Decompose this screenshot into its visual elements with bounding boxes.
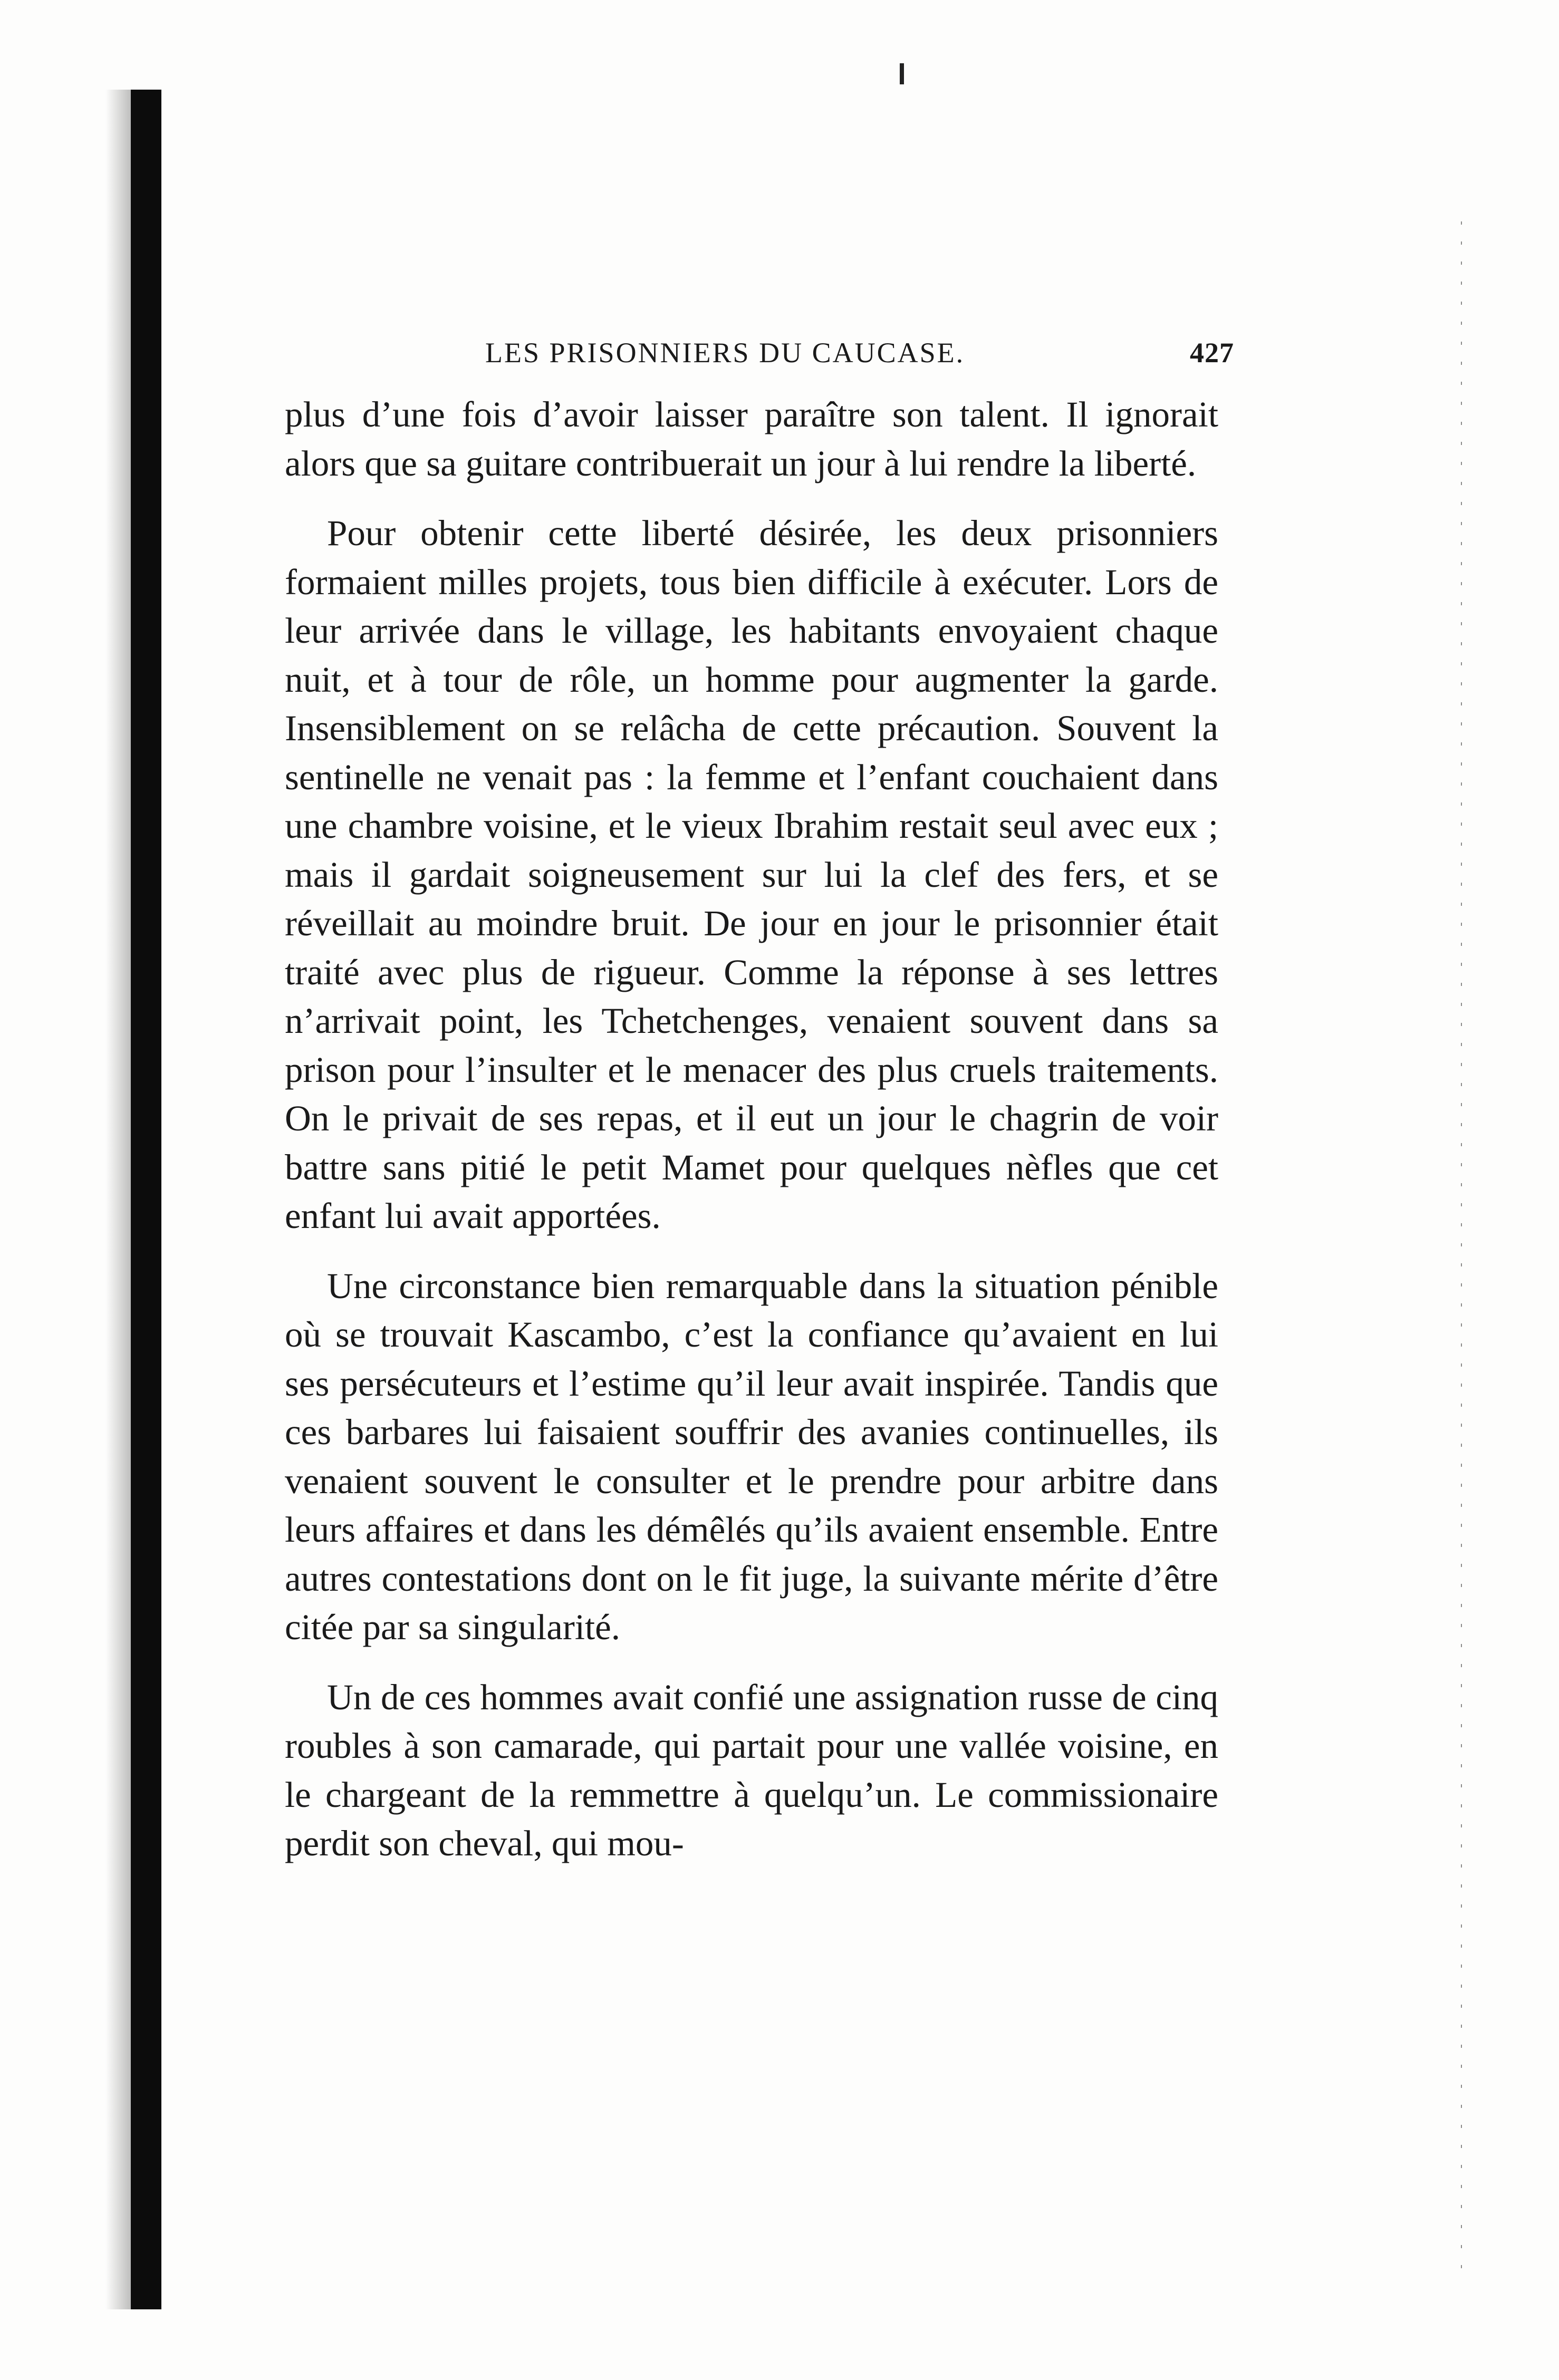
paragraph: Pour obtenir cette liberté désirée, les deux prisonniers formaient milles projets, tous bien difficile à exécuter. Lors de leur arrivée dans le village, les habitants envoyaient chaque nuit, et à tour de rôle, un homme pour augmenter la garde. Insensiblement on se relâcha de cette précaution. Souvent la sentinelle ne venait pas : la femme et l’enfant couchaient dans une chambre voisine, et le vieux Ibrahim restait seul avec eux ; mais il gardait soigneusement sur lui la clef des fers, et se réveillait au moindre bruit. De jour en jour le prisonnier était traité avec plus de rigueur. Comme la réponse à ses lettres n’arrivait point, les Tchetchenges, venaient souvent dans sa prison pour l’insulter et le menacer des plus cruels traitements. On le privait de ses repas, et il eut un jour le chagrin de voir battre sans pitié le petit Mamet pour quelques nèfles que cet enfant lui avait apportées. [285, 513, 1218, 1236]
running-title: LES PRISONNIERS DU CAUCASE. [485, 337, 965, 369]
body-text [285, 390, 1218, 1868]
binding-shadow [105, 90, 131, 2309]
page-edge [1461, 221, 1462, 2278]
page-header [285, 327, 1234, 374]
paragraph: Une circonstance bien remarquable dans la situation pénible où se trouvait Kascambo, c’est la confiance qu’avaient en lui ses persécuteurs et l’estime qu’il leur avait inspirée. Tandis que ces barbares lui faisaient souffrir des avanies continuelles, ils venaient souvent le consulter et le prendre pour arbitre dans leurs affaires et dans les démêlés qu’ils avaient ensemble. Entre autres contestations dont on le fit juge, la suivante mérite d’être citée par sa singularité. [285, 1265, 1218, 1647]
paragraph: plus d’une fois d’avoir laisser paraître son talent. Il ignorait alors que sa guitare contribuerait un jour à lui rendre la liberté. [285, 394, 1218, 483]
page-number: 427 [1190, 337, 1234, 369]
binding-spine [131, 90, 161, 2309]
scan-mark [900, 63, 904, 84]
paragraph: Un de ces hommes avait confié une assignation russe de cinq roubles à son camarade, qui partait pour une vallée voisine, en le chargeant de la remmettre à quelqu’un. Le commissionaire perdit son cheval, qui mou- [285, 1677, 1218, 1863]
